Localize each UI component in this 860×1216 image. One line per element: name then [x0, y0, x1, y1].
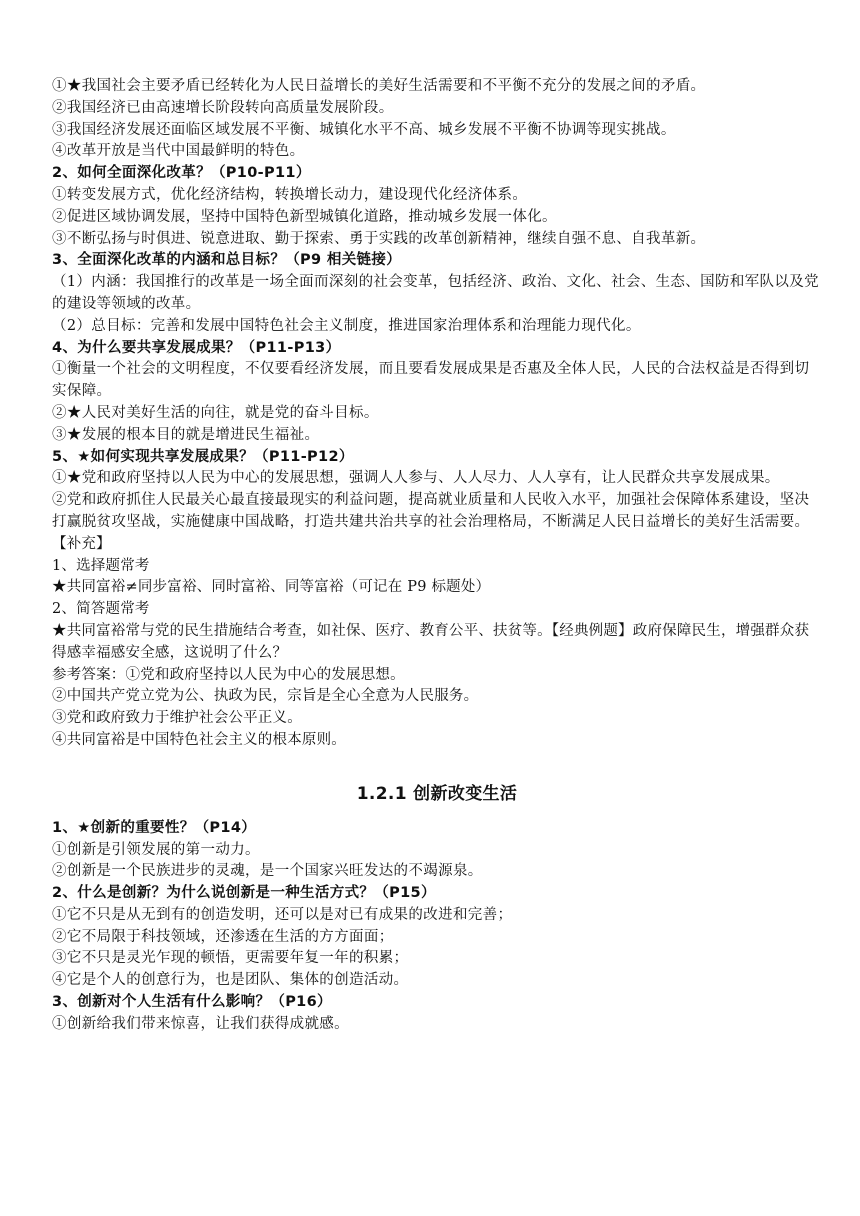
text-line: ①创新给我们带来惊喜，让我们获得成就感。 [52, 1015, 349, 1032]
text-line: ②促进区域协调发展，坚持中国特色新型城镇化道路，推动城乡发展一体化。 [52, 208, 557, 225]
supplement-line: ④共同富裕是中国特色社会主义的根本原则。 [52, 731, 346, 748]
text-line: ①它不只是从无到有的创造发明，还可以是对已有成果的改进和完善； [52, 906, 513, 923]
text-line: ①创新是引领发展的第一动力。 [52, 841, 260, 858]
text-line: （2）总目标：完善和发展中国特色社会主义制度，推进国家治理体系和治理能力现代化。 [52, 317, 641, 334]
question-heading: 4、为什么要共享发展成果？（P11-P13） [52, 339, 341, 356]
text-line: ①转变发展方式，优化经济结构，转换增长动力，建设现代化经济体系。 [52, 186, 528, 203]
text-line: ④它是个人的创意行为，也是团队、集体的创造活动。 [52, 972, 409, 989]
text-line: （1）内涵：我国推行的改革是一场全面而深刻的社会变革，包括经济、政治、文化、社会、生态、国防和军队以及党的建设等领域的改革。 [52, 274, 819, 312]
text-line: ④改革开放是当代中国最鲜明的特色。 [52, 143, 305, 160]
question-heading: 2、如何全面深化改革？（P10-P11） [52, 165, 311, 182]
section-title: 1.2.1 创新改变生活 [356, 783, 518, 804]
question-heading: 5、★如何实现共享发展成果？（P11-P12） [52, 448, 354, 465]
supplement-line: 2、简答题常考 [52, 601, 150, 618]
document-page [52, 76, 822, 1036]
supplement-line: ②中国共产党立党为公、执政为民，宗旨是全心全意为人民服务。 [52, 688, 479, 705]
text-line: ②创新是一个民族进步的灵魂，是一个国家兴旺发达的不竭源泉。 [52, 863, 483, 880]
text-line: ③★发展的根本目的就是增进民生福祉。 [52, 426, 320, 443]
text-line: ①★党和政府坚持以人民为中心的发展思想，强调人人参与、人人尽力、人人享有，让人民群众共享发展成果。 [52, 470, 780, 487]
question-heading: 3、全面深化改革的内涵和总目标？（P9 相关链接） [52, 252, 402, 269]
question-heading: 1、★创新的重要性？（P14） [52, 819, 257, 836]
text-line: ③我国经济发展还面临区域发展不平衡、城镇化水平不高、城乡发展不平衡不协调等现实挑战。 [52, 121, 676, 138]
text-line: ②我国经济已由高速增长阶段转向高质量发展阶段。 [52, 99, 394, 116]
supplement-line: ★共同富裕≠同步富裕、同时富裕、同等富裕（可记在 P9 标题处） [52, 579, 491, 596]
text-line: ③不断弘扬与时俱进、锐意进取、勤于探索、勇于实践的改革创新精神，继续自强不息、自我革新。 [52, 230, 706, 247]
text-line: ②★人民对美好生活的向往，就是党的奋斗目标。 [52, 404, 379, 421]
text-line: ①衡量一个社会的文明程度，不仅要看经济发展，而且要看发展成果是否惠及全体人民，人民的合法权益是否得到切实保障。 [52, 361, 810, 400]
supplement-line: 【补充】 [52, 535, 111, 552]
question-heading: 2、什么是创新？为什么说创新是一种生活方式？（P15） [52, 885, 436, 902]
supplement-line: ③党和政府致力于维护社会公平正义。 [52, 710, 302, 727]
question-heading: 3、创新对个人生活有什么影响？（P16） [52, 994, 332, 1011]
supplement-line: 1、选择题常考 [52, 557, 150, 574]
text-line: ②党和政府抓住人民最关心最直接最现实的利益问题，提高就业质量和人民收入水平，加强社会保障体系建设，坚决打赢脱贫攻坚战，实施健康中国战略，打造共建共治共享的社会治理格局，不断满足人民日益增长的美好生活需要。 [52, 492, 810, 530]
supplement-line: ★共同富裕常与党的民生措施结合考查，如社保、医疗、教育公平、扶贫等。【经典例题】政府保障民生，增强群众获得感幸福感安全感，这说明了什么？ [52, 622, 810, 661]
supplement-line: 参考答案：①党和政府坚持以人民为中心的发展思想。 [52, 666, 405, 683]
text-line: ③它不只是灵光乍现的顿悟，更需要年复一年的积累； [52, 950, 409, 967]
text-line: ①★我国社会主要矛盾已经转化为人民日益增长的美好生活需要和不平衡不充分的发展之间的矛盾。 [52, 78, 706, 94]
text-line: ②它不局限于科技领域，还渗透在生活的方方面面； [52, 928, 394, 945]
